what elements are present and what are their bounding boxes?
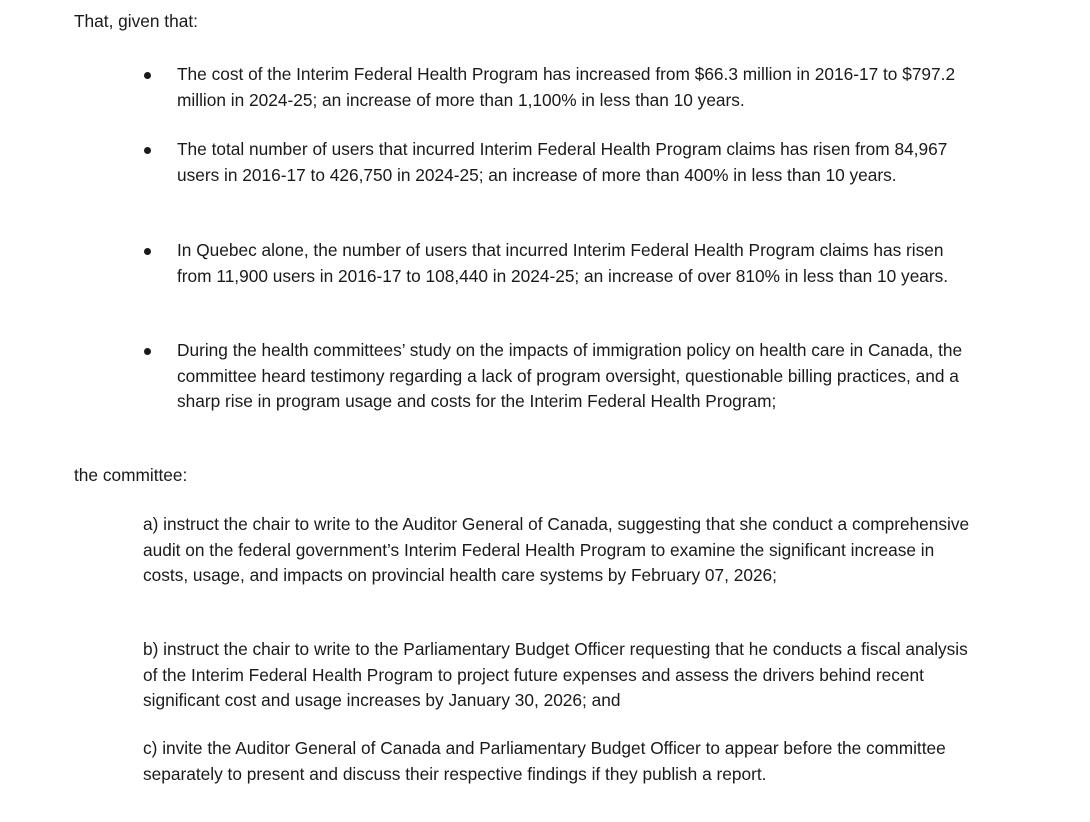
motion-intro: That, given that:	[74, 11, 198, 31]
clause-b: b) instruct the chair to write to the Parliamentary Budget Officer requesting that he conducts a fiscal analysis of the Interim Federal Health Program to project future expenses and assess the drivers behind recent significant cost and usage increases by January 30, 2026; and	[143, 639, 968, 711]
clause-a: a) instruct the chair to write to the Auditor General of Canada, suggesting that she conduct a comprehensive audit on the federal government’s Interim Federal Health Program to examine the significant increase in costs, usage, and impacts on provincial health care systems by February 07, 2026;	[143, 514, 970, 586]
preamble-item-testimony: During the health committees’ study on the impacts of immigration policy on health care in Canada, the committee heard testimony regarding a lack of program oversight, questionable billing practices, and a sharp rise in program usage and costs for the Interim Federal Health Program;	[177, 338, 977, 415]
preamble-item-cost: The cost of the Interim Federal Health Program has increased from $66.3 million in 2016-17 to $797.2 million in 2024-25; an increase of more than 1,100% in less than 10 years.	[177, 62, 977, 113]
preamble-item-users: The total number of users that incurred Interim Federal Health Program claims has risen from 84,967 users in 2016-17 to 426,750 in 2024-25; an increase of more than 400% in less than 10 years.	[177, 137, 977, 188]
committee-intro: the committee:	[74, 465, 188, 485]
preamble-item-quebec: In Quebec alone, the number of users that incurred Interim Federal Health Program claims has risen from 11,900 users in 2016-17 to 108,440 in 2024-25; an increase of over 810% in less than 10 years.	[177, 238, 977, 289]
clause-c: c) invite the Auditor General of Canada and Parliamentary Budget Officer to appear before the committee separately to present and discuss their respective findings if they publish a report.	[143, 738, 946, 784]
